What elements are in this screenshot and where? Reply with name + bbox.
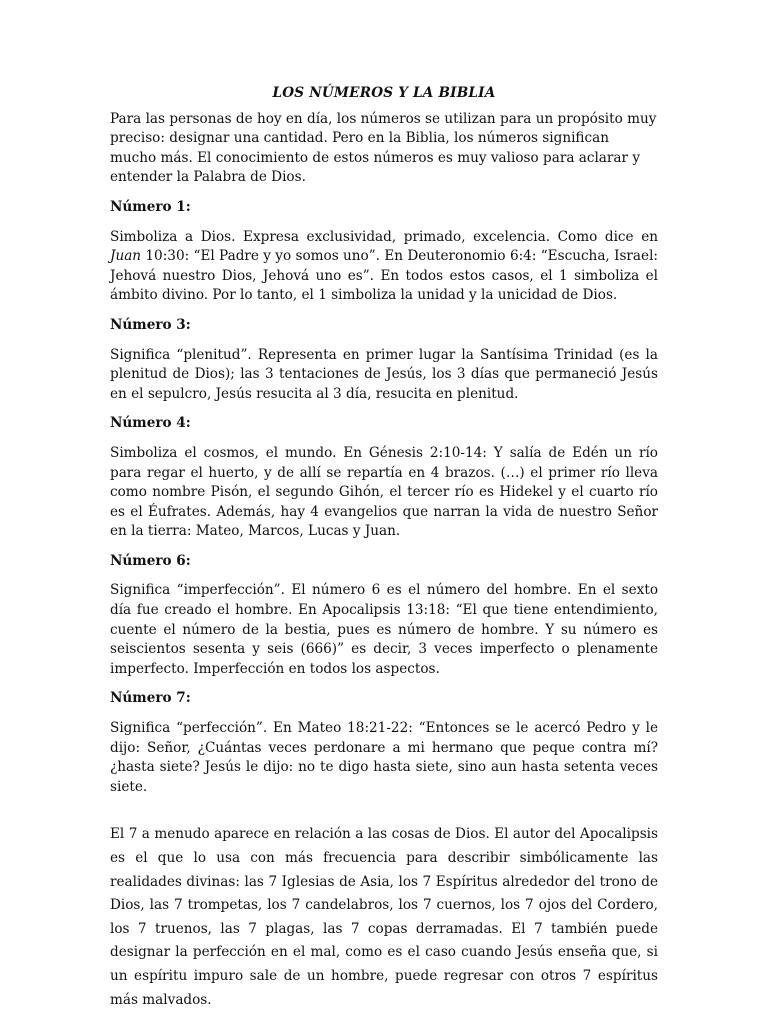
section-heading: Número 7: [110,690,191,707]
section-numero-3 [110,316,658,404]
intro-paragraph: Para las personas de hoy en día, los números se utilizan para un propósito muy preciso: designar una cantidad. Pero en la Biblia, los números significan mucho más. El conocimiento de estos números es muy valioso para aclarar y entender la Palabra de Dios. [110,110,657,186]
section-numero-4 [110,414,658,542]
section-heading: Número 4: [110,415,191,432]
section-heading: Número 3: [110,316,191,333]
section-body: Simboliza el cosmos, el mundo. En Génesis 2:10-14: Y salía de Edén un río para regar el huerto, y de allí se repartía en 4 brazos. (…) el primer río lleva como nombre Pisón, el segundo Gihón, el tercer río es Hidekel y el cuarto río es el Éufrates. Además, hay 4 evangelios que narran la vida de nuestro Señor en la tierra: Mateo, Marcos, Lucas y Juan. [110,444,658,540]
section-body [110,228,658,306]
section-body-text: 10:30: “El Padre y yo somos uno”. En Deuteronomio 6:4: “Escucha, Israel: Jehová nuestro Dios, Jehová uno es”. En todos estos casos, el 1 simboliza el ámbito divino. Por lo tanto, el 1 simboliza la unidad y la unicidad de Dios. [110,248,658,304]
section-body: Significa “imperfección”. El número 6 es el número del hombre. En el sexto día fue creado el hombre. En Apocalipsis 13:18: “El que tiene entendimiento, cuente el número de la bestia, pues es número de hombre. Y su número es seiscientos sesenta y seis (666)” es decir, 3 veces imperfecto o plenamente imperfecto. Imperfección en todos los aspectos. [110,582,658,677]
document-content [110,84,658,1012]
section-numero-6 [110,552,658,680]
section-numero-1 [110,198,658,306]
section-body-text: Simboliza a Dios. Expresa exclusividad, primado, excelencia. Como dice en [110,228,658,245]
section-heading: Número 1: [110,198,191,215]
book-reference: Juan [110,248,142,265]
section-body: Significa “plenitud”. Representa en primer lugar la Santísima Trinidad (es la plenitud de Dios); las 3 tentaciones de Jesús, los 3 días que permaneció Jesús en el sepulcro, Jesús resucita al 3 día, resucita en plenitud. [110,346,658,402]
closing-paragraph: El 7 a menudo aparece en relación a las cosas de Dios. El autor del Apocalipsis es el que lo usa con más frecuencia para describir simbólicamente las realidades divinas: las 7 Iglesias de Asia, los 7 Espíritus alrededor del trono de Dios, las 7 trompetas, los 7 candelabros, los 7 cuernos, los 7 ojos del Cordero, los 7 truenos, las 7 plagas, las 7 copas derramadas. El 7 también puede designar la perfección en el mal, como es el caso cuando Jesús enseña que, si un espíritu impuro sale de un hombre, puede regresar con otros 7 espíritus más malvados. [110,826,658,1008]
section-numero-7 [110,689,658,797]
section-body: Significa “perfección”. En Mateo 18:21-22: “Entonces se le acercó Pedro y le dijo: Señor, ¿Cuántas veces perdonare a mi hermano que peque contra mí? ¿hasta siete? Jesús le dijo: no te digo hasta siete, sino aun hasta setenta veces siete. [110,720,658,795]
section-heading: Número 6: [110,552,191,569]
document-title: LOS NÚMEROS Y LA BIBLIA [272,85,496,101]
